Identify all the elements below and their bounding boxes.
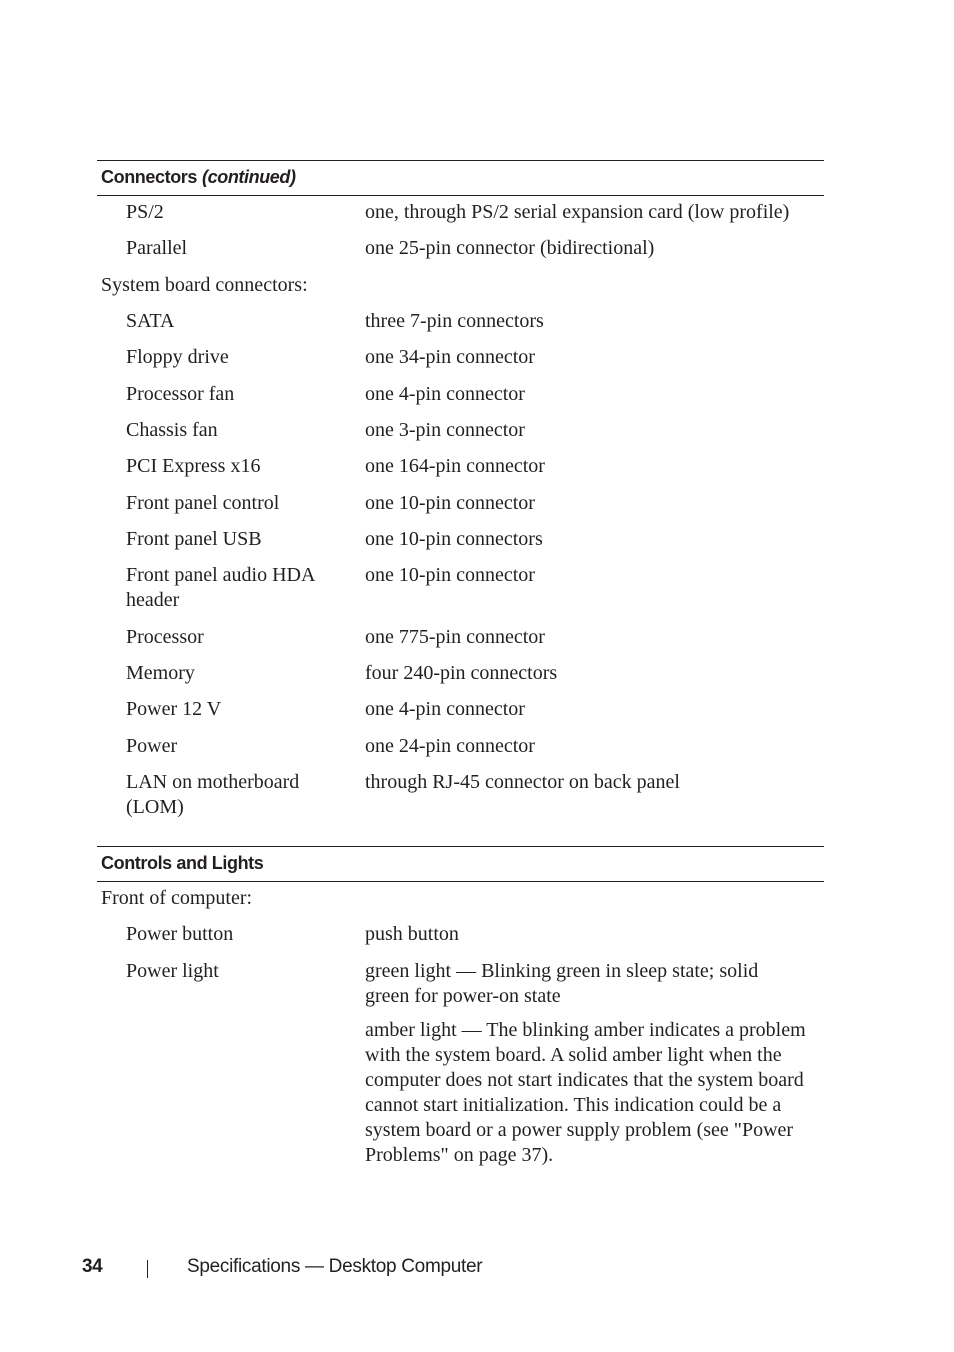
spec-group-label: System board connectors: [101,274,308,296]
spec-label: Parallel [126,237,188,259]
spec-label: Power [126,735,178,757]
spec-label: Memory [126,662,195,684]
spec-value: one 25-pin connector (bidirectional) [365,237,655,259]
spec-value: through RJ-45 connector on back panel [365,771,680,793]
spec-value: one, through PS/2 serial expansion card (low profile) [365,201,790,223]
spec-value: green light — Blinking green in sleep state; solid green for power-on state [365,960,759,1007]
spec-value: one 10-pin connector [365,492,535,514]
footer-divider [147,1260,148,1278]
spec-label: SATA [126,310,175,332]
spec-label: Front panel USB [126,528,262,550]
spec-value: one 3-pin connector [365,419,525,441]
spec-label: Power button [126,923,234,945]
footer-title: Specifications — Desktop Computer [187,1256,483,1277]
spec-label: Processor [126,626,204,648]
spec-value: push button [365,923,459,945]
spec-value: one 10-pin connectors [365,528,543,550]
spec-value: four 240-pin connectors [365,662,558,684]
spec-value: one 164-pin connector [365,455,545,477]
spec-label: Chassis fan [126,419,218,441]
page-footer [0,1256,954,1282]
page-number: 34 [82,1256,103,1277]
controls-title: Controls and Lights [101,853,264,873]
connectors-title: Connectors [101,167,198,187]
spec-label: Power light [126,960,219,982]
spec-group-label: Front of computer: [101,887,253,909]
spec-value: one 34-pin connector [365,346,535,368]
spec-label: PCI Express x16 [126,455,261,477]
spec-label: Front panel control [126,492,280,514]
spec-value: one 775-pin connector [365,626,545,648]
spec-label: LAN on motherboard (LOM) [126,771,300,818]
spec-value: one 4-pin connector [365,383,525,405]
spec-label: PS/2 [126,201,164,223]
spec-value: one 10-pin connector [365,564,535,586]
continued-note: (continued) [202,167,296,187]
spec-value: three 7-pin connectors [365,310,544,332]
spec-label: Floppy drive [126,346,229,368]
spec-label: Front panel audio HDA header [126,564,315,611]
spec-label: Power 12 V [126,698,222,720]
connectors-section-header [97,160,824,196]
spec-value: one 4-pin connector [365,698,525,720]
controls-section-header [97,846,824,882]
spec-value: amber light — The blinking amber indicates a problem with the system board. A solid amber light when the computer does not start indicates that the system board cannot start initialization. This indication could be a system board or a power supply problem (see "Power Problems" on page 37). [365,1019,806,1166]
spec-value: one 24-pin connector [365,735,535,757]
spec-label: Processor fan [126,383,235,405]
